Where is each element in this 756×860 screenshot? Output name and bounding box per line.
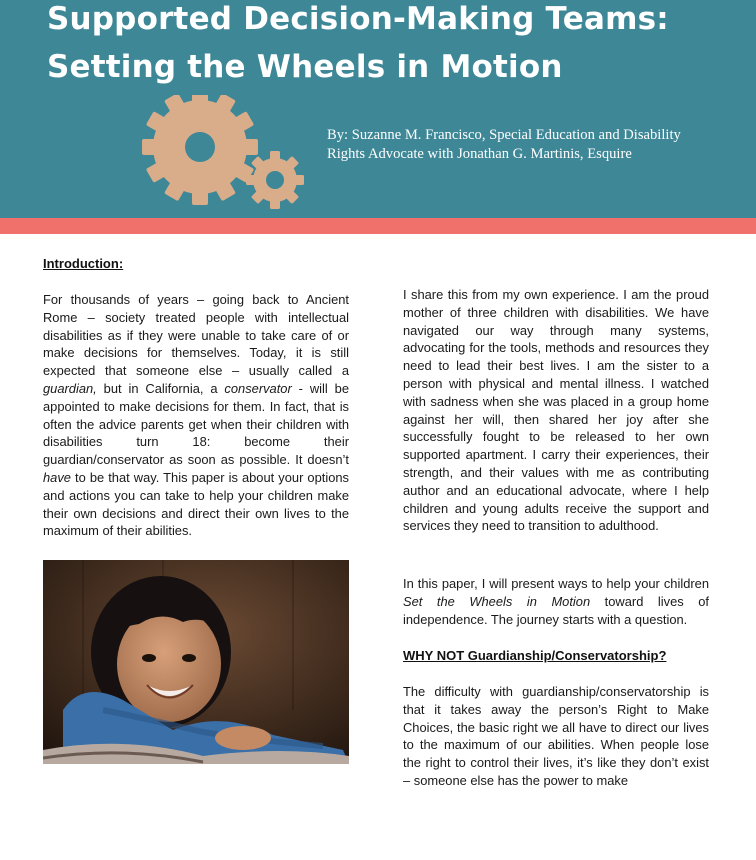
- wheels-paragraph: [403, 575, 709, 628]
- smiling-child-photo: [43, 560, 349, 764]
- intro-text-d: to be that way. This paper is about your options and actions you can take to help your children make their own decisions and direct their own lives to the maximum of their abilities.: [43, 469, 349, 539]
- difficulty-text: The difficulty with guardianship/conservatorship is that it takes away the person’s Right to Make Choices, the basic right we all have to direct our lives to the maximum of our abilities. When people lose the right to control their lives, it’s like they don’t exist – someone else has the power to make: [403, 684, 709, 788]
- title-line-1: Supported Decision-Making Teams:: [47, 1, 669, 37]
- intro-have: have: [43, 469, 71, 485]
- difficulty-paragraph: [403, 683, 709, 790]
- intro-text-c: - will be appointed to make decisions for them. In fact, that is often the advice parents get when their children with disabilities turn 18: become their guardian/conservator as soon as possible. It doesn’t: [43, 380, 350, 468]
- wheels-emphasis: Set the Wheels in Motion: [403, 593, 591, 609]
- intro-paragraph: [43, 291, 349, 540]
- intro-heading: Introduction:: [43, 256, 124, 271]
- header-banner: [0, 0, 756, 218]
- title-line-2: Setting the Wheels in Motion: [47, 49, 563, 85]
- byline-line-1: By: Suzanne M. Francisco, Special Education and Disability: [327, 127, 681, 143]
- wheels-text-b: toward lives of independence. The journey starts with a question.: [403, 593, 709, 627]
- gears-icon: [140, 95, 310, 210]
- why-not-heading: WHY NOT Guardianship/Conservatorship?: [403, 648, 667, 663]
- intro-conservator: conservator: [224, 380, 292, 396]
- intro-text-b: but in California, a: [96, 380, 225, 396]
- experience-paragraph: [403, 286, 709, 535]
- intro-guardian: guardian,: [43, 380, 97, 396]
- wheels-text-a: In this paper, I will present ways to help your children: [403, 576, 709, 591]
- header-stripe: [0, 218, 756, 234]
- byline: [327, 126, 737, 164]
- experience-text: I share this from my own experience. I am the proud mother of three children with disabilities. We have navigated our way through many systems, advocating for the tools, methods and resources they need to lead their best lives. I am the sister to a person with physical and mental illness. I watched with sadness when she was placed in a group home against her will, then shared her joy after she successfully fought to be released to her own supported apartment. I carry their experiences, their strength, and their values with me as contributing author and an educational advocate, where I help children and young adults receive the support and services they need to transition to adulthood.: [403, 287, 709, 534]
- byline-line-2: Rights Advocate with Jonathan G. Martinis, Esquire: [327, 146, 632, 162]
- intro-text-a: For thousands of years – going back to Ancient Rome – society treated people with intellectual disabilities as if they were unable to take care of or make decisions for themselves. Today, it is still expected that someone else – usually called a: [43, 292, 349, 379]
